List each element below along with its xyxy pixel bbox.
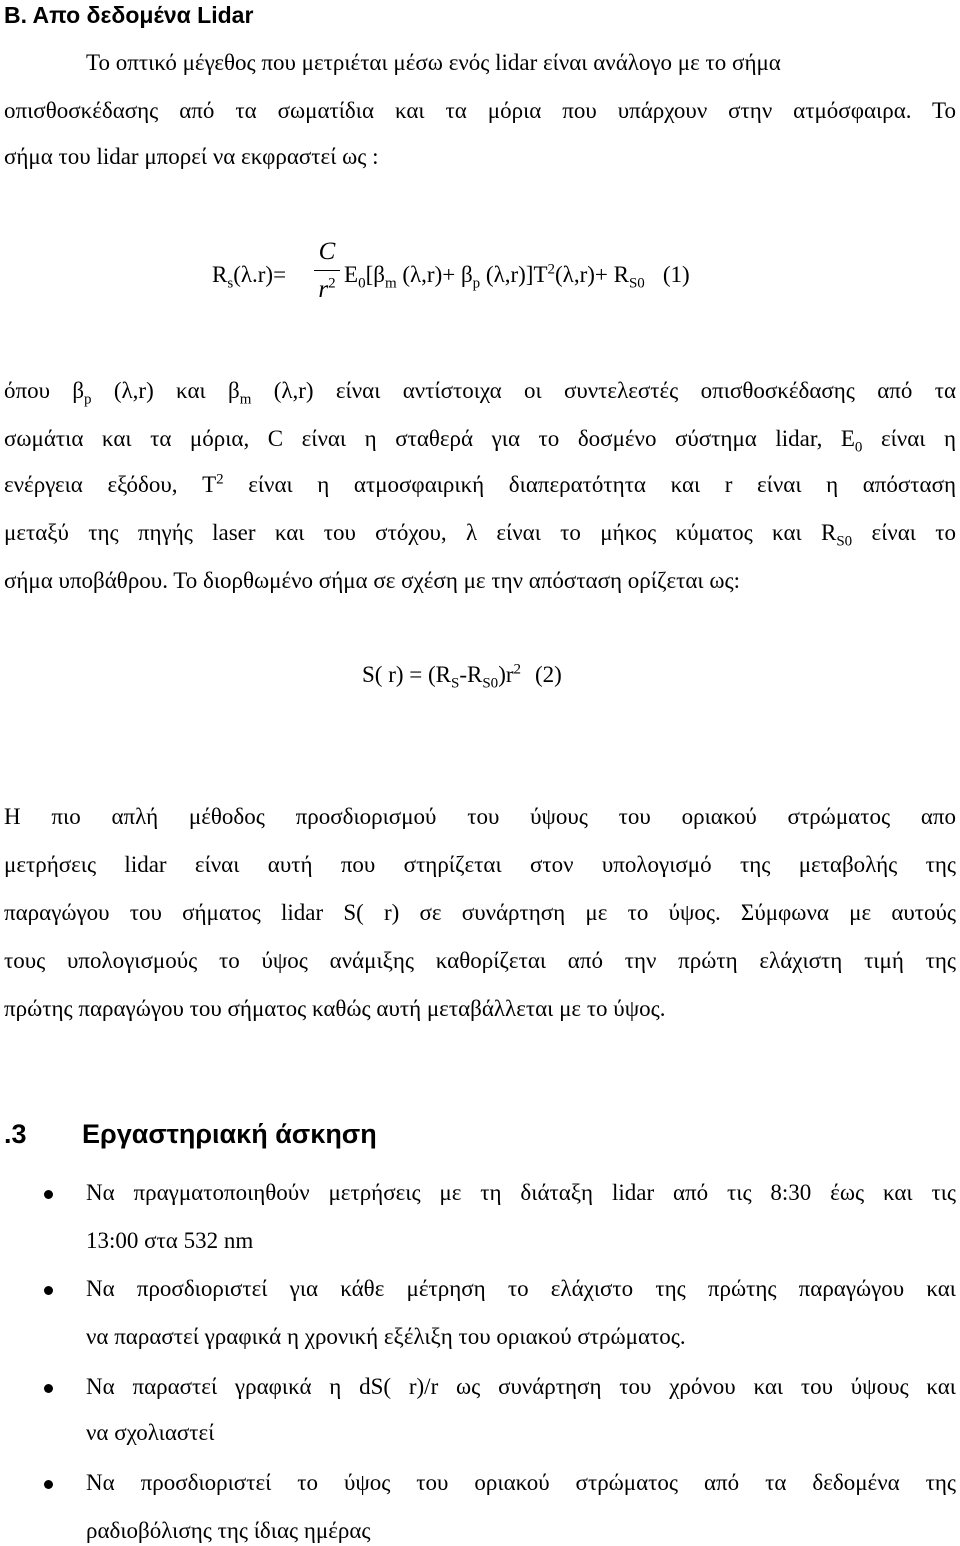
section-3-title: Εργαστηριακή άσκηση xyxy=(82,1119,377,1149)
para2-line2: σωμάτια και τα μόρια, C είναι η σταθερά για το δοσμένο σύστημα lidar, $E_0$ είναι η xyxy=(4,426,956,456)
para1-line3: σήμα του lidar μπορεί να εκφραστεί ως : xyxy=(4,144,379,169)
equation-2: S( $r) = (R_S-R_{S0})r^2$ (2) xyxy=(362,661,562,692)
task-item-3-line2: να σχολιαστεί xyxy=(86,1420,215,1445)
para2-line1: όπου $\beta_p$ (λ,r) και $\beta_m$ (λ,r) είναι αντίστοιχα οι συντελεστές οπισθοσκέδασης από τα xyxy=(4,378,956,408)
task-item-1-line1: Να πραγματοποιηθούν μετρήσεις με τη διάταξη lidar από τις 8:30 έως και τις xyxy=(86,1180,956,1205)
section-3-number: .3 xyxy=(4,1119,27,1149)
para2-line4: μεταξύ της πηγής laser και του στόχου, λ είναι το μήκος κύματος και $R_{S0}$ είναι το xyxy=(4,520,956,550)
eq1-lhs: $R_s(\lambda.r)=$ xyxy=(212,262,287,292)
eq1-label: (1) xyxy=(662,262,690,287)
bullet-icon xyxy=(44,1480,53,1489)
section-3-heading xyxy=(4,1116,377,1152)
task-item-3-line1: Να παραστεί γραφικά η dS( r)/r ως συνάρτηση του χρόνου και του ύψους και xyxy=(86,1374,956,1399)
task-item-4-line2: ραδιοβόλισης της ίδιας ημέρας xyxy=(86,1518,371,1543)
para2-line5: σήμα υποβάθρου. Το διορθωμένο σήμα σε σχέση με την απόσταση ορίζεται ως: xyxy=(4,568,740,593)
para3-line3: παραγώγου του σήματος lidar S( r) σε συνάρτηση με το ύψος. Σύμφωνα με αυτούς xyxy=(4,900,956,925)
para3-line1: Η πιο απλή μέθοδος προσδιορισμού του ύψους του οριακού στρώματος απο xyxy=(4,804,956,829)
bullet-icon xyxy=(44,1190,53,1199)
task-item-2-line2: να παραστεί γραφικά η χρονική εξέλιξη του οριακού στρώματος. xyxy=(86,1324,686,1349)
task-item-2-line1: Να προσδιοριστεί για κάθε μέτρηση το ελάχιστο της πρώτης παραγώγου και xyxy=(86,1276,956,1301)
eq2-label: (2) xyxy=(535,662,562,687)
eq1-rhs: $E_0[\beta_m$ $(\lambda,r)+ \beta_p$ $(\lambda,r)]T^2(\lambda,r)+ R_{S0}$ (1) xyxy=(344,261,690,292)
bullet-icon xyxy=(44,1286,53,1295)
eq1-frac-bar xyxy=(314,270,340,271)
task-item-4-line1: Να προσδιοριστεί το ύψος του οριακού στρώματος από τα δεδομένα της xyxy=(86,1470,956,1495)
para2-line3: ενέργεια εξόδου, $T^2$ είναι η ατμοσφαιρική διαπερατότητα και r είναι η απόσταση xyxy=(4,471,956,497)
para3-line4: τους υπολογισμούς το ύψος ανάμιξης καθορίζεται από την πρώτη ελάχιστη τιμή της xyxy=(4,948,956,973)
para1-line2: οπισθοσκέδασης από τα σωματίδια και τα μόρια που υπάρχουν στην ατμόσφαιρα. Το xyxy=(4,98,956,123)
eq1-frac-numerator: C xyxy=(318,238,336,265)
section-b-heading: Β. Απο δεδομένα Lidar xyxy=(4,2,254,28)
para1-line1: Το οπτικό μέγεθος που μετριέται μέσω ενός lidar είναι ανάλογο με το σήμα xyxy=(86,50,781,75)
task-item-1-line2: 13:00 στα 532 nm xyxy=(86,1228,254,1253)
eq1-frac-denominator: $r^2$ xyxy=(318,275,336,303)
bullet-icon xyxy=(44,1384,53,1393)
para3-line2: μετρήσεις lidar είναι αυτή που στηρίζεται στον υπολογισμό της μεταβολής της xyxy=(4,852,956,877)
para3-line5: πρώτης παραγώγου του σήματος καθώς αυτή μεταβάλλεται με το ύψος. xyxy=(4,996,666,1021)
